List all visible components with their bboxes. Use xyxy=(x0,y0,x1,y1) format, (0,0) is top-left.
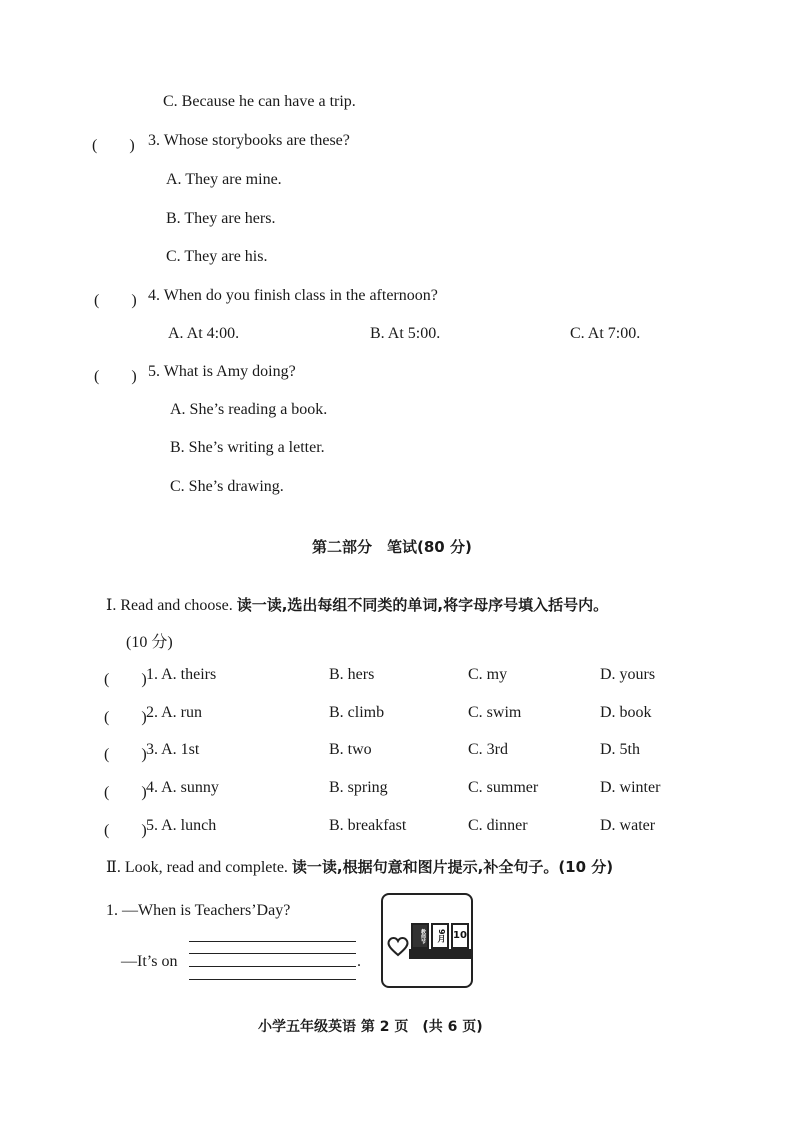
q4-option-b: B. At 5:00. xyxy=(370,325,441,342)
s1-row2-paren[interactable]: ( ) xyxy=(104,709,147,726)
calendar-page-day: 10 xyxy=(451,923,469,949)
s1-row1-d: D. yours xyxy=(600,666,656,683)
q3-option-b: B. They are hers. xyxy=(166,210,276,227)
part2-title: 第二部分 笔试(80 分) xyxy=(312,538,472,556)
s1-row3-c: C. 3rd xyxy=(468,741,508,758)
calendar-picture xyxy=(381,893,473,988)
s2-q1-answer-line-4[interactable] xyxy=(189,979,356,980)
s2-q1-answer-line-1[interactable] xyxy=(189,941,356,942)
s1-row4-d: D. winter xyxy=(600,779,661,796)
s1-row1-c: C. my xyxy=(468,666,508,683)
q3-option-c: C. They are his. xyxy=(166,248,268,265)
section1-heading-cn: 读一读,选出每组不同类的单词,将字母序号填入括号内。 xyxy=(236,596,609,614)
q5-question: 5. What is Amy doing? xyxy=(148,363,296,380)
s1-row1-a: 1. A. theirs xyxy=(146,666,217,683)
section2-heading-cn: 读一读,根据句意和图片提示,补全句子。(10 分) xyxy=(291,858,614,876)
s1-row1-b: B. hers xyxy=(329,666,375,683)
calendar-page-festival: 教师节 xyxy=(411,923,429,949)
s1-row4-c: C. summer xyxy=(468,779,539,796)
s1-row5-c: C. dinner xyxy=(468,817,528,834)
q3-option-a: A. They are mine. xyxy=(166,171,282,188)
heart-icon xyxy=(387,935,409,957)
calendar-page-month: 9月 xyxy=(431,923,449,949)
calendar-base xyxy=(409,949,473,959)
section1-heading-en: Ⅰ. Read and choose. xyxy=(106,597,233,614)
s1-row3-a: 3. A. 1st xyxy=(146,741,200,758)
s1-row2-b: B. climb xyxy=(329,704,385,721)
s2-q1-question: 1. —When is Teachers’Day? xyxy=(106,902,291,919)
q5-option-b: B. She’s writing a letter. xyxy=(170,439,325,456)
s1-row2-c: C. swim xyxy=(468,704,522,721)
s1-row4-paren[interactable]: ( ) xyxy=(104,784,147,801)
s1-row2-d: D. book xyxy=(600,704,652,721)
s2-q1-answer-suffix: . xyxy=(357,953,361,970)
section1-score: (10 分) xyxy=(126,634,173,651)
s1-row3-d: D. 5th xyxy=(600,741,640,758)
section1-heading xyxy=(106,594,608,615)
s1-row4-b: B. spring xyxy=(329,779,388,796)
s1-row1-paren[interactable]: ( ) xyxy=(104,671,147,688)
q4-option-c: C. At 7:00. xyxy=(570,325,641,342)
s2-q1-answer-line-3[interactable] xyxy=(189,966,356,967)
s1-row3-b: B. two xyxy=(329,741,372,758)
s1-row5-b: B. breakfast xyxy=(329,817,407,834)
s1-row3-paren[interactable]: ( ) xyxy=(104,746,147,763)
s1-row2-a: 2. A. run xyxy=(146,704,202,721)
s1-row4-a: 4. A. sunny xyxy=(146,779,219,796)
section2-heading xyxy=(106,856,613,877)
q5-answer-paren[interactable]: ( ) xyxy=(94,368,137,385)
q3-answer-paren[interactable]: ( ) xyxy=(92,137,135,154)
q3-question: 3. Whose storybooks are these? xyxy=(148,132,350,149)
s1-row5-d: D. water xyxy=(600,817,656,834)
s2-q1-answer-prefix: —It’s on xyxy=(121,953,178,970)
q5-option-a: A. She’s reading a book. xyxy=(170,401,328,418)
q5-option-c: C. She’s drawing. xyxy=(170,478,284,495)
section2-heading-en: Ⅱ. Look, read and complete. xyxy=(106,859,288,876)
s1-row5-paren[interactable]: ( ) xyxy=(104,822,147,839)
q2-option-c: C. Because he can have a trip. xyxy=(163,93,356,110)
q4-option-a: A. At 4:00. xyxy=(168,325,240,342)
page-footer: 小学五年级英语 第 2 页 (共 6 页) xyxy=(258,1019,483,1035)
q4-answer-paren[interactable]: ( ) xyxy=(94,292,137,309)
s2-q1-answer-line-2[interactable] xyxy=(189,953,356,954)
s1-row5-a: 5. A. lunch xyxy=(146,817,217,834)
q4-question: 4. When do you finish class in the afternoon? xyxy=(148,287,438,304)
